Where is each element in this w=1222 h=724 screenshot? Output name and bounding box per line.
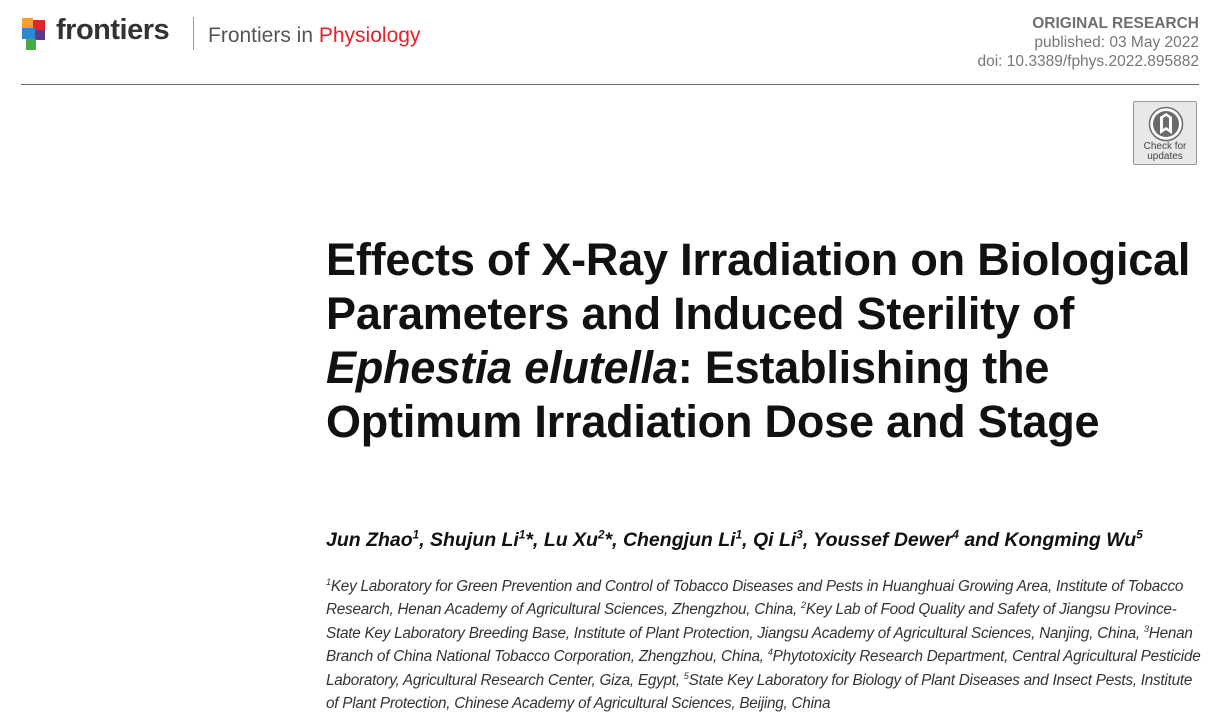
- author-affiliation-marker: 4: [952, 528, 959, 542]
- corresponding-author-mark: *: [604, 529, 613, 551]
- title-text-start: Effects of X-Ray Irradiation on Biological Parameters and Induced Sterility of: [326, 234, 1191, 339]
- author-separator: ,: [419, 529, 431, 551]
- author-separator: ,: [742, 529, 753, 551]
- check-for-updates-label: [1134, 142, 1196, 162]
- article-title: [326, 233, 1206, 449]
- published-date: published: 03 May 2022: [1034, 34, 1199, 51]
- author-separator: ,: [802, 529, 814, 551]
- author-name[interactable]: Chengjun Li: [622, 529, 736, 551]
- header-divider: [21, 84, 1199, 85]
- article-meta: [978, 14, 1200, 71]
- check-for-updates-icon: [1147, 106, 1185, 142]
- author-separator: ,: [612, 529, 623, 551]
- affiliation-number: 5: [683, 670, 689, 681]
- journal-field: Physiology: [318, 24, 421, 47]
- affiliation-number: 4: [767, 647, 773, 658]
- author-separator: ,: [532, 529, 544, 551]
- frontiers-logo-icon: [22, 18, 48, 50]
- affiliation-text: Henan Branch of China National Tobacco Corporation, Zhengzhou, China,: [326, 624, 1193, 666]
- author-name[interactable]: Youssef Dewer: [813, 529, 953, 551]
- author-affiliation-marker: 5: [1136, 528, 1143, 542]
- brand-name: frontiers: [56, 14, 170, 46]
- affiliation-text: Key Laboratory for Green Prevention and Control of Tobacco Diseases and Pests in Huanghuai Growing Area, Institute of Tobacco Research, Henan Academy of Agricultural Sciences, Zhengzhou, China,: [326, 578, 1184, 619]
- author-name[interactable]: Lu Xu: [543, 529, 598, 551]
- author-affiliation-marker: 1: [735, 528, 743, 542]
- journal-name: [208, 24, 420, 48]
- title-species-name: Ephestia elutella: [326, 342, 678, 393]
- journal-prefix: Frontiers in: [208, 24, 319, 47]
- affiliation-text: Phytotoxicity Research Department, Central Agricultural Pesticide Laboratory, Agricultural Research Center, Giza, Egypt,: [326, 648, 1201, 689]
- check-for-updates-line2: updates: [1147, 151, 1183, 162]
- affiliation-number: 1: [326, 576, 331, 587]
- affiliation-text: Key Lab of Food Quality and Safety of Jiangsu Province-State Key Laboratory Breeding Base, Institute of Plant Protection, Jiangsu Academy of Agricultural Sciences, Nanjing, China,: [326, 601, 1177, 642]
- author-affiliation-marker: 3: [796, 528, 803, 542]
- corresponding-author-mark: *: [525, 529, 533, 551]
- author-name[interactable]: Jun Zhao: [326, 529, 413, 551]
- check-for-updates-button[interactable]: [1133, 101, 1197, 165]
- affiliations: [326, 575, 1206, 715]
- affiliation-text: State Key Laboratory for Biology of Plant Diseases and Insect Pests, Institute of Plant Protection, Chinese Academy of Agricultural Sciences, Beijing, China: [326, 671, 1193, 713]
- author-affiliation-marker: 2: [597, 528, 605, 542]
- article-type: ORIGINAL RESEARCH: [1032, 15, 1199, 32]
- brand-divider: [193, 17, 194, 50]
- doi-link[interactable]: doi: 10.3389/fphys.2022.895882: [977, 53, 1199, 70]
- title-text-end: : Establishing the Optimum Irradiation Dose and Stage: [326, 342, 1100, 447]
- affiliation-number: 3: [1143, 623, 1149, 634]
- author-name[interactable]: Qi Li: [752, 529, 797, 551]
- author-affiliation-marker: 1: [412, 528, 420, 542]
- author-list: [326, 529, 1211, 552]
- author-name[interactable]: Shujun Li: [430, 529, 519, 551]
- author-separator: and: [958, 529, 1005, 551]
- author-affiliation-marker: 1: [518, 528, 526, 542]
- author-name[interactable]: Kongming Wu: [1004, 529, 1137, 551]
- check-for-updates-line1: Check for: [1143, 141, 1187, 152]
- affiliation-number: 2: [801, 600, 806, 611]
